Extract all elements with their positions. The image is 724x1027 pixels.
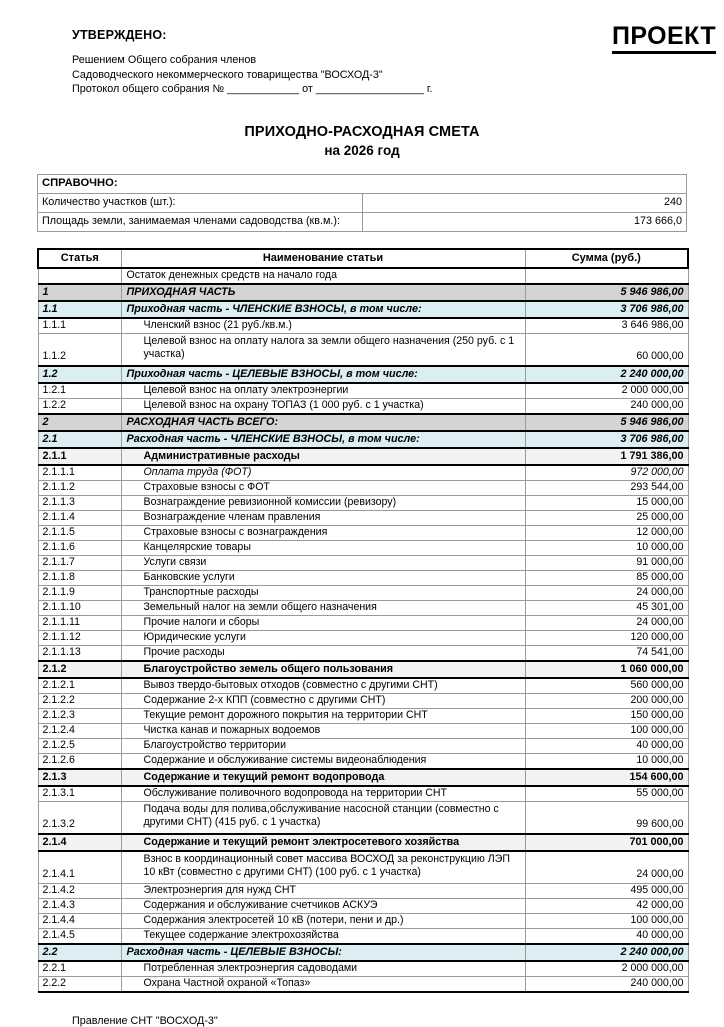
reference-table [37,174,687,232]
cell-name: Целевой взнос на оплату электроэнергии [121,383,525,399]
cell-name: Вывоз твердо-бытовых отходов (совместно с другими СНТ) [121,678,525,694]
cell-article: 2.1.2.2 [38,693,121,708]
cell-name: Взнос в координационный совет массива ВОСХОД за реконструкцию ЛЭП 10 кВт (совместно с другими СНТ) (100 руб. с 1 участка) [121,851,525,884]
column-header-article: Статья [38,249,121,268]
table-row [38,944,688,961]
cell-sum: 3 646 986,00 [525,318,688,334]
table-row [38,976,688,992]
column-header-name: Наименование статьи [121,249,525,268]
cell-name: Вознаграждение ревизионной комиссии (ревизору) [121,495,525,510]
table-row [38,333,688,366]
document-title: ПРИХОДНО-РАСХОДНАЯ СМЕТА [244,123,480,140]
cell-article [38,268,121,284]
cell-article: 2.1.1.2 [38,480,121,495]
cell-article: 2.1.1.6 [38,540,121,555]
table-row [38,414,688,431]
cell-article: 2.2.1 [38,961,121,977]
cell-sum: 1 791 386,00 [525,448,688,465]
table-row [38,928,688,944]
table-row [38,398,688,414]
reference-row-plots [38,193,687,212]
table-row [38,786,688,802]
cell-sum: 2 000 000,00 [525,961,688,977]
cell-article: 1 [38,284,121,301]
cell-sum: 45 301,00 [525,600,688,615]
table-row [38,555,688,570]
cell-name: Приходная часть - ЦЕЛЕВЫЕ ВЗНОСЫ, в том числе: [121,366,525,383]
cell-article: 2.1.4.5 [38,928,121,944]
cell-sum: 972 000,00 [525,465,688,481]
cell-article: 1.1.2 [38,333,121,366]
cell-name: ПРИХОДНАЯ ЧАСТЬ [121,284,525,301]
project-stamp: ПРОЕКТ [612,22,716,54]
cell-article: 2.1.2.6 [38,753,121,769]
table-row [38,495,688,510]
cell-sum: 24 000,00 [525,615,688,630]
cell-sum: 12 000,00 [525,525,688,540]
cell-sum: 240 000,00 [525,398,688,414]
table-row [38,883,688,898]
cell-article: 2.1.1.5 [38,525,121,540]
cell-article: 2.1.1.13 [38,645,121,661]
cell-article: 2.1.1.8 [38,570,121,585]
cell-sum: 91 000,00 [525,555,688,570]
cell-name: Земельный налог на земли общего назначения [121,600,525,615]
cell-sum: 293 544,00 [525,480,688,495]
table-row [38,615,688,630]
table-row [38,465,688,481]
reference-row-area [38,212,687,231]
cell-article: 2.1.1.4 [38,510,121,525]
cell-name: Прочие налоги и сборы [121,615,525,630]
cell-name: Канцелярские товары [121,540,525,555]
cell-name: Юридические услуги [121,630,525,645]
cell-article: 2.1.2.5 [38,738,121,753]
cell-name: Охрана Частной охраной «Топаз» [121,976,525,992]
table-row [38,480,688,495]
document-header [0,22,724,97]
budget-header-row [38,249,688,268]
table-row [38,510,688,525]
cell-name: Содержание 2-х КПП (совместно с другими СНТ) [121,693,525,708]
cell-article: 2.1.3.2 [38,801,121,834]
table-row [38,834,688,851]
table-row [38,284,688,301]
cell-sum: 701 000,00 [525,834,688,851]
cell-sum: 2 240 000,00 [525,366,688,383]
cell-name: Благоустройство земель общего пользования [121,661,525,678]
cell-sum: 85 000,00 [525,570,688,585]
cell-sum: 3 706 986,00 [525,301,688,318]
budget-block [37,248,687,993]
cell-article: 2.2.2 [38,976,121,992]
cell-article: 2.1.3.1 [38,786,121,802]
cell-name: Приходная часть - ЧЛЕНСКИЕ ВЗНОСЫ, в том числе: [121,301,525,318]
table-row [38,383,688,399]
cell-sum: 10 000,00 [525,540,688,555]
approval-line-2: Садоводческого некоммерческого товарищества "ВОСХОД-3" [72,68,383,81]
cell-article: 2.1.2.4 [38,723,121,738]
cell-article: 2.1.4.2 [38,883,121,898]
table-row [38,630,688,645]
approval-line-3: Протокол общего собрания № ____________ от __________________ г. [72,83,433,96]
cell-article: 2.1.1.7 [38,555,121,570]
reference-table-body [38,174,687,231]
cell-name: Текущие ремонт дорожного покрытия на территории СНТ [121,708,525,723]
cell-article: 2.1.4 [38,834,121,851]
cell-sum: 15 000,00 [525,495,688,510]
column-header-sum: Сумма (руб.) [525,249,688,268]
cell-name: Целевой взнос на охрану ТОПАЗ (1 000 руб. с 1 участка) [121,398,525,414]
table-row [38,961,688,977]
cell-article: 1.2.2 [38,398,121,414]
table-row [38,268,688,284]
table-row [38,678,688,694]
table-row [38,898,688,913]
cell-name: Услуги связи [121,555,525,570]
cell-sum: 560 000,00 [525,678,688,694]
cell-name: Обслуживание поливочного водопровода на территории СНТ [121,786,525,802]
cell-article: 2.1.4.3 [38,898,121,913]
cell-sum: 150 000,00 [525,708,688,723]
cell-article: 1.1 [38,301,121,318]
cell-name: Текущее содержание электрохозяйства [121,928,525,944]
table-row [38,431,688,448]
table-row [38,585,688,600]
cell-name: Подача воды для полива,обслуживание насосной станции (совместно с другими СНТ) (415 руб. с 1 участка) [121,801,525,834]
cell-sum: 200 000,00 [525,693,688,708]
cell-article: 1.1.1 [38,318,121,334]
cell-sum: 3 706 986,00 [525,431,688,448]
cell-sum: 55 000,00 [525,786,688,802]
cell-article: 2.1.1.12 [38,630,121,645]
cell-article: 2.1.1.11 [38,615,121,630]
cell-sum: 240 000,00 [525,976,688,992]
table-row [38,600,688,615]
cell-name: Банковские услуги [121,570,525,585]
cell-sum: 24 000,00 [525,851,688,884]
cell-article: 1.2 [38,366,121,383]
cell-name: Потребленная электроэнергия садоводами [121,961,525,977]
reference-value-plots: 240 [362,193,687,212]
cell-article: 2.1.2.3 [38,708,121,723]
cell-article: 2.1.1.1 [38,465,121,481]
cell-sum: 100 000,00 [525,723,688,738]
cell-name: Электроэнергия для нужд СНТ [121,883,525,898]
reference-label-area: Площадь земли, занимаемая членами садоводства (кв.м.): [38,212,363,231]
cell-name: Остаток денежных средств на начало года [121,268,525,284]
cell-sum: 40 000,00 [525,738,688,753]
table-row [38,661,688,678]
cell-name: Содержания и обслуживание счетчиков АСКУЭ [121,898,525,913]
cell-article: 2.1.1.9 [38,585,121,600]
table-row [38,318,688,334]
cell-sum: 74 541,00 [525,645,688,661]
cell-article: 2.1 [38,431,121,448]
table-row [38,570,688,585]
reference-heading: СПРАВОЧНО: [38,174,687,193]
cell-sum: 42 000,00 [525,898,688,913]
cell-name: Членский взнос (21 руб./кв.м.) [121,318,525,334]
cell-name: Прочие расходы [121,645,525,661]
cell-sum: 99 600,00 [525,801,688,834]
budget-table-head [38,249,688,268]
table-row [38,738,688,753]
cell-sum: 60 000,00 [525,333,688,366]
cell-article: 2.1.1.10 [38,600,121,615]
footer-signature: Правление СНТ "ВОСХОД-3" [72,1014,218,1027]
approved-title: УТВЕРЖДЕНО: [72,28,167,42]
cell-sum: 100 000,00 [525,913,688,928]
table-row [38,366,688,383]
cell-sum: 495 000,00 [525,883,688,898]
cell-article: 2.1.3 [38,769,121,786]
cell-article: 1.2.1 [38,383,121,399]
table-row [38,448,688,465]
table-row [38,645,688,661]
cell-name: Транспортные расходы [121,585,525,600]
reference-label-plots: Количество участков (шт.): [38,193,363,212]
table-row [38,753,688,769]
cell-name: Расходная часть - ЧЛЕНСКИЕ ВЗНОСЫ, в том числе: [121,431,525,448]
cell-article: 2.1.4.1 [38,851,121,884]
reference-heading-row [38,174,687,193]
table-row [38,723,688,738]
cell-sum: 24 000,00 [525,585,688,600]
cell-article: 2.2 [38,944,121,961]
cell-name: Страховые взносы с ФОТ [121,480,525,495]
table-row [38,769,688,786]
cell-sum: 5 946 986,00 [525,414,688,431]
cell-sum: 10 000,00 [525,753,688,769]
cell-name: Целевой взнос на оплату налога за земли общего назначения (250 руб. с 1 участка) [121,333,525,366]
cell-name: Благоустройство территории [121,738,525,753]
table-row [38,851,688,884]
cell-name: Оплата труда (ФОТ) [121,465,525,481]
cell-article: 2.1.4.4 [38,913,121,928]
cell-name: РАСХОДНАЯ ЧАСТЬ ВСЕГО: [121,414,525,431]
cell-article: 2.1.2.1 [38,678,121,694]
cell-name: Вознаграждение членам правления [121,510,525,525]
budget-table [37,248,689,993]
cell-sum: 2 000 000,00 [525,383,688,399]
reference-value-area: 173 666,0 [362,212,687,231]
document-subtitle: на 2026 год [324,142,400,158]
table-row [38,913,688,928]
cell-sum: 5 946 986,00 [525,284,688,301]
cell-article: 2 [38,414,121,431]
cell-name: Страховые взносы с вознаграждения [121,525,525,540]
reference-block [37,174,687,232]
cell-name: Содержание и обслуживание системы видеонаблюдения [121,753,525,769]
table-row [38,801,688,834]
cell-sum: 40 000,00 [525,928,688,944]
cell-name: Административные расходы [121,448,525,465]
approval-line-1: Решением Общего собрания членов [72,54,257,66]
table-row [38,708,688,723]
cell-article: 2.1.1.3 [38,495,121,510]
cell-name: Содержание и текущий ремонт водопровода [121,769,525,786]
cell-name: Содержание и текущий ремонт электросетевого хозяйства [121,834,525,851]
cell-sum: 120 000,00 [525,630,688,645]
cell-sum: 2 240 000,00 [525,944,688,961]
cell-article: 2.1.2 [38,661,121,678]
cell-article: 2.1.1 [38,448,121,465]
cell-name: Содержания электросетей 10 кВ (потери, пени и др.) [121,913,525,928]
table-row [38,525,688,540]
cell-sum: 1 060 000,00 [525,661,688,678]
budget-table-body [38,268,688,992]
table-row [38,301,688,318]
cell-sum: 25 000,00 [525,510,688,525]
cell-name: Расходная часть - ЦЕЛЕВЫЕ ВЗНОСЫ: [121,944,525,961]
cell-name: Чистка канав и пожарных водоемов [121,723,525,738]
table-row [38,693,688,708]
cell-sum: 154 600,00 [525,769,688,786]
table-row [38,540,688,555]
cell-sum [525,268,688,284]
